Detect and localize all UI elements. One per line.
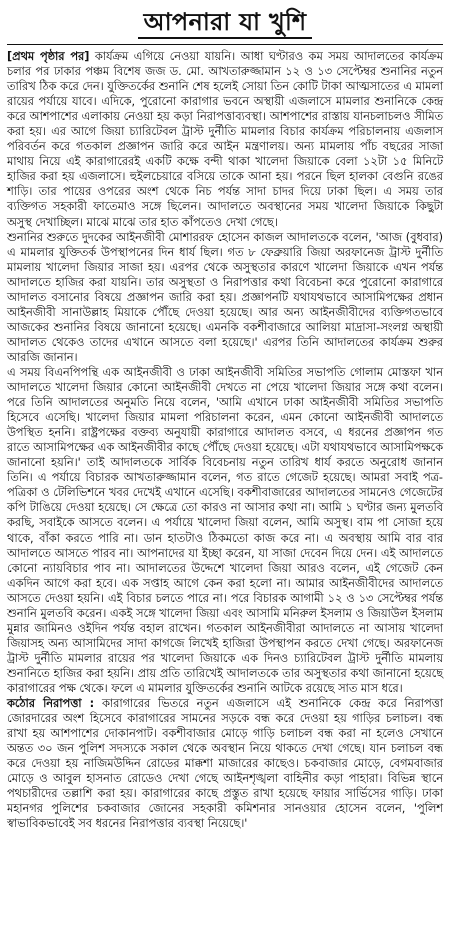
article-headline: আপনারা যা খুশি [138,8,313,39]
security-paragraph [7,696,443,831]
article-body [7,49,443,831]
security-subheading: কঠোর নিরাপত্তা : [7,697,95,711]
headline-container [7,6,443,39]
article-paragraph-2 [7,230,443,365]
headline-divider [7,44,443,45]
article-paragraph-1 [7,49,443,230]
paragraph-text-3: এ সময় বিএনপিপন্থি এক আইনজীবী ও ঢাকা আইনজীবী সমিতির সভাপতি গোলাম মোস্তফা খান আদালতে খালেদা জিয়ার কোনো আইনজীবী দেখতে না পেয়ে খালেদা জিয়ার সঙ্গে কথা বলেন। পরে তিনি আদালতের অনুমতি নিয়ে বলেন, 'আমি এখানে ঢাকা আইনজীবী সমিতির সভাপতি হিসেবে এসেছি। খালেদা জিয়ার মামলা পরিচালনা করেন, এমন কোনো আইনজীবী আদালতে উপস্থিত হননি। রাষ্ট্রপক্ষের বক্তব্য অনুযায়ী কারাগারে আদালত বসবে, এ ধরনের প্রজ্ঞাপন গত রাতে আসামিপক্ষের এক আইনজীবীর কাছে পৌঁছে দেওয়া হয়েছে। এটা যথাযথভাবে আসামিপক্ষকে জানানো হয়নি।' তাই আদালতকে সার্বিক বিবেচনায় নতুন তারিখ ধার্য করতে অনুরোধ জানান তিনি। এ পর্যায়ে বিচারক আখতারুজ্জামান বলেন, গত রাতে গেজেট হয়েছে। আমরা সবাই পত্র-পত্রিকা ও টেলিভিশনে খবর দেখেই এখানে এসেছি। বকশীবাজারের আদালতের সামনেও গেজেটের কপি টাঙিয়ে দেওয়া হয়েছে। সে ক্ষেত্রে তো কারও না আসার কথা না। আমি ১ ঘণ্টার জন্য মুলতবি করছি, সবাইকে আসতে বলেন। এ পর্যায়ে খালেদা জিয়া বলেন, আমি অসুস্থ। বাম পা সোজা হয়ে থাকে, বাঁকা করতে পারি না। ডান হাতটাও ঠিকমতো কাজ করে না। এ অবস্থায় আমি বার বার আদালতে আসতে পারব না। আপনাদের যা ইচ্ছা করেন, যা সাজা দেবেন দিয়ে দেন। এই আদালতে কোনো ন্যায়বিচার পাব না। আদালতের উদ্দেশে খালেদা জিয়া আরও বলেন, এই গেজেট কেন একদিন আগে করা হবে। এক সপ্তাহ আগে কেন করা হলো না। আমার আইনজীবীদের আদালতে আসতে দেওয়া হয়নি। এই বিচার চলতে পারে না। পরে বিচারক আগামী ১২ ও ১৩ সেপ্টেম্বর পর্যন্ত শুনানি মুলতবি করেন। একই সঙ্গে খালেদা জিয়া এবং আসামি মনিরুল ইসলাম ও জিয়াউল ইসলাম মুন্নার জামিনও ওইদিন পর্যন্ত বহাল রাখেন। গতকাল আইনজীবীরা আদালতে না আসায় খালেদা জিয়াসহ অন্য আসামিদের সাদা কাগজে লিখেই হাজিরা উপস্থাপন করতে দেখা গেছে। অরফানেজ ট্রাস্ট দুর্নীতি মামলার রায়ের পর খালেদা জিয়াকে এক দিনও চ্যারিটেবল ট্রাস্ট দুর্নীতি মামলায় শুনানিতে হাজির করা হয়নি। প্রায় প্রতি তারিখেই আদালতকে তার অসুস্থতার কথা জানানো হয়েছে কারাগারের পক্ষ থেকে। ফলে এ মামলার যুক্তিতর্কের শুনানি আটকে রয়েছে সাত মাস ধরে। [7,365,443,695]
paragraph-text-2: শুনানির শুরুতে দুদকের আইনজীবী মোশাররফ হোসেন কাজল আদালতকে বলেন, 'আজ (বুধবার) এ মামলার যুক্তিতর্ক উপস্থাপনের দিন ধার্য ছিল। গত ৮ ফেব্রুয়ারি জিয়া অরফানেজ ট্রাস্ট দুর্নীতি মামলায় খালেদা জিয়ার সাজা হয়। এরপর থেকে অসুস্থতার কারণে খালেদা জিয়াকে এখন পর্যন্ত আদালতে হাজির করা যায়নি। তার অসুস্থতা ও নিরাপত্তার কথা বিবেচনা করে পুরোনো কারাগারে আদালত বসানোর বিষয়ে প্রজ্ঞাপন জারি করা হয়। প্রজ্ঞাপনটি যথাযথভাবে আসামিপক্ষের প্রধান আইনজীবী সানাউল্লাহ মিয়াকে পৌঁছে দেওয়া হয়েছে। আর অন্য আইনজীবীদের ব্যক্তিগতভাবে আজকের শুনানির বিষয়ে জানানো হয়েছে। এমনকি বকশীবাজারে আলিয়া মাদ্রাসা-সংলগ্ন অস্থায়ী আদালত থেকেও তাদের এখানে আসতে বলা হয়েছে।' এরপর তিনি আদালতের কার্যক্রম শুরুর আরজি জানান। [7,230,443,364]
paragraph-text-1: কার্যক্রম এগিয়ে নেওয়া যায়নি। আধা ঘণ্টারও কম সময় আদালতের কার্যক্রম চলার পর ঢাকার পঞ্চম বিশেষ জজ ড. মো. আখতারুজ্জামান ১২ ও ১৩ সেপ্টেম্বর শুনানির নতুন তারিখ ঠিক করে দেন। যুক্তিতর্কের শুনানি শেষ হলেই সোয়া তিন কোটি টাকা আত্মসাতের এ মামলা রায়ের পর্যায়ে যাবে। এদিকে, পুরোনো কারাগার ভবনে অস্থায়ী এজলাসে মামলার শুনানিকে কেন্দ্র করে আশপাশের এলাকায় নেওয়া হয় কড়া নিরাপত্তাব্যবস্থা। আশপাশের রাস্তায় যানচলাচলও সীমিত করা হয়। এর আগে জিয়া চ্যারিটেবল ট্রাস্ট দুর্নীতি মামলার বিচার কার্যক্রম পরিচালনায় এজলাস পরিবর্তন করে গতকাল প্রজ্ঞাপন জারি করে আইন মন্ত্রণালয়। অন্য মামলায় পাঁচ বছরের সাজা মাথায় নিয়ে এই কারাগারেরই একটি কক্ষে বন্দী থাকা খালেদা জিয়াকে বেলা ১২টা ১৫ মিনিটে হাজির করা হয় এজলাসে। হুইলচেয়ারে বসিয়ে তাকে আনা হয়। পরনে ছিল হালকা বেগুনি রঙের শাড়ি। তার পায়ের ওপরের অংশ থেকে নিচ পর্যন্ত সাদা চাদর দিয়ে ঢাকা ছিল। এ সময় তার ব্যক্তিগত সহকারী ফাতেমাও সঙ্গে ছিলেন। আদালতে অবস্থানের সময় খালেদা জিয়াকে কিছুটা অসুস্থ দেখাচ্ছিল। মাঝে মাঝে তার হাত কাঁপতেও দেখা গেছে। [7,50,443,229]
article-paragraph-3 [7,365,443,696]
security-paragraph-text: কারাগারের ভিতরে নতুন এজলাসে এই শুনানিকে কেন্দ্র করে নিরাপত্তা জোরদারের অংশ হিসেবে কারাগারের সামনের সড়কে বন্ধ করে দেওয়া হয় গাড়ির চলাচল। বন্ধ রাখা হয় আশপাশের দোকানপাট। বকশীবাজার মোড়ে গাড়ি চলাচল বন্ধ করা না হলেও সেখানে অন্তত ৩০ জন পুলিশ সদস্যকে সকাল থেকে অবস্থান নিয়ে থাকতে দেখা গেছে। যান চলাচল বন্ধ করে দেওয়া হয় নাজিমউদ্দিন রোডের মাক্কশা মাজারের কাছেও। চকবাজার মোড়ে, বেগমবাজার মোড়ে ও আবুল হাসনাত রোডেও দেখা গেছে আইনশৃঙ্খলা বাহিনীর কড়া পাহারা। বিভিন্ন স্থানে পথচারীদের তল্লাশি করা হয়। কারাগারের কাছে প্রস্তুত রাখা হয়েছে ফায়ার সার্ভিসের গাড়ি। ঢাকা মহানগর পুলিশের চকবাজার জোনের সহকারী কমিশনার সানওয়ার হোসেন বলেন, 'পুলিশ স্বাভাবিকভাবেই সব ধরনের নিরাপত্তার ব্যবস্থা নিয়েছে।' [7,697,444,831]
continuation-tag: [প্রথম পৃষ্ঠার পর] [7,50,90,63]
